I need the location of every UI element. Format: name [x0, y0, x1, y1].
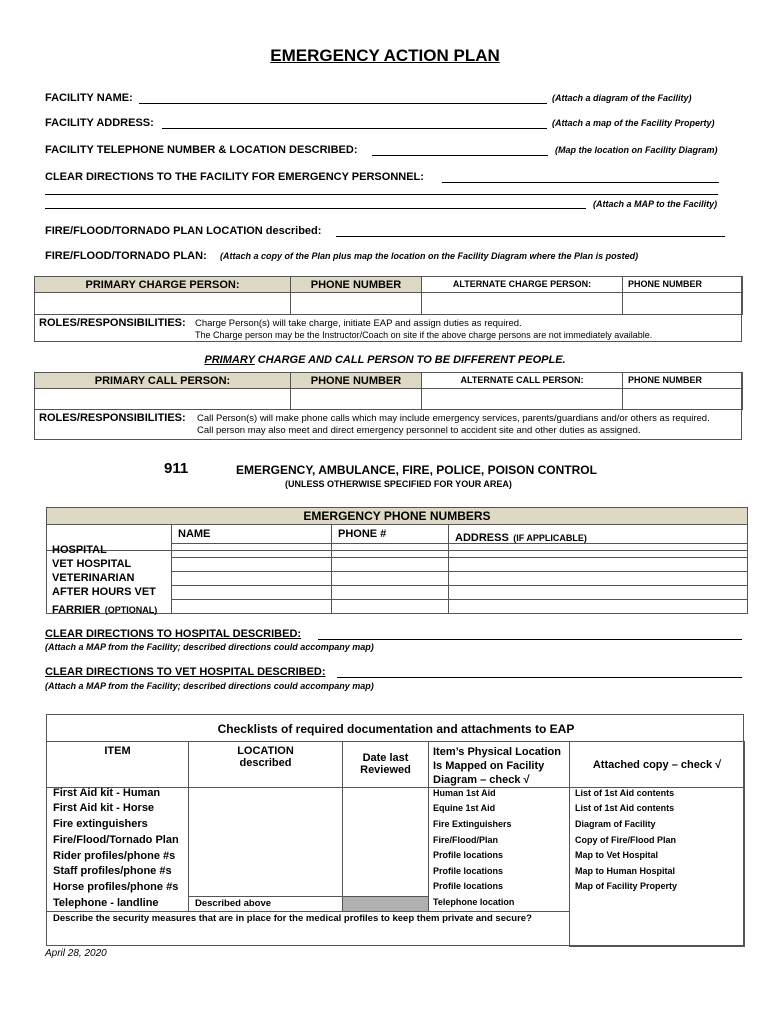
facility-name-note: (Attach a diagram of the Facility)	[552, 93, 692, 103]
attached-item: Diagram of Facility	[575, 819, 656, 829]
vet-directions-note: (Attach a MAP from the Facility; described directions could accompany map)	[45, 681, 374, 691]
checklist-item: First Aid kit - Horse	[53, 802, 155, 814]
attached-item: Map of Facility Property	[575, 881, 678, 891]
alternate-call-header: ALTERNATE CALL PERSON:	[421, 372, 623, 389]
mapped-item: Human 1st Aid	[433, 788, 496, 798]
alternate-charge-phone-field[interactable]	[622, 292, 743, 315]
facility-directions-note: (Attach a MAP to the Facility)	[593, 199, 718, 209]
checklist-date-column[interactable]	[342, 787, 429, 897]
checklist-table	[46, 714, 744, 946]
after-hours-vet-phone-field[interactable]	[331, 585, 449, 600]
mapped-item: Profile locations	[433, 881, 504, 891]
plan-note: (Attach a copy of the Plan plus map the location on the Facility Diagram where the Plan is posted)	[220, 251, 639, 261]
farrier-note: (OPTIONAL)	[104, 605, 158, 615]
mapped-item: Profile locations	[433, 850, 504, 860]
charge-roles-line-2: The Charge person may be the Instructor/Coach on site if the above charge persons are not immediately available.	[195, 330, 653, 340]
charge-phone-header: PHONE NUMBER	[290, 276, 422, 293]
mapped-header-line-2: Is Mapped on Facility	[433, 760, 545, 772]
checklist-item: Staff profiles/phone #s	[53, 865, 172, 877]
security-question: Describe the security measures that are in place for the medical profiles to keep them private and secure?	[53, 913, 532, 924]
facility-name-field[interactable]	[139, 103, 547, 104]
checklist-item: Horse profiles/phone #s	[53, 881, 179, 893]
attached-item: Map to Vet Hospital	[575, 850, 659, 860]
mapped-item: Profile locations	[433, 866, 504, 876]
mapped-header-line-3: Diagram – check √	[433, 774, 530, 786]
checklist-attached-header: Attached copy – check √	[569, 741, 745, 788]
row-farrier	[52, 600, 157, 618]
emergency-number: 911	[164, 460, 189, 477]
farrier-address-field[interactable]	[448, 599, 748, 614]
hospital-phone-field[interactable]	[331, 543, 449, 558]
charge-person-table	[34, 276, 742, 342]
checklist-mapped-header	[428, 741, 570, 788]
checklist-date-header: Date last Reviewed	[342, 741, 429, 788]
charge-phone-field[interactable]	[290, 292, 422, 315]
primary-charge-field[interactable]	[34, 292, 291, 315]
call-roles-line-1: Call Person(s) will make phone calls which may include emergency services, parents/guardians and/or others as required.	[197, 413, 710, 424]
facility-phone-note: (Map the location on Facility Diagram)	[555, 145, 718, 155]
call-person-heading	[0, 354, 770, 366]
hospital-directions-field[interactable]	[318, 639, 742, 640]
charge-roles-line-1: Charge Person(s) will take charge, initiate EAP and assign duties as required.	[195, 318, 522, 329]
veterinarian-phone-field[interactable]	[331, 571, 449, 586]
charge-phone-header-2: PHONE NUMBER	[622, 276, 743, 293]
call-person-table	[34, 372, 742, 440]
checklist-item: Telephone - landline	[53, 897, 159, 909]
vet-directions-field[interactable]	[337, 677, 742, 678]
veterinarian-name-field[interactable]	[171, 571, 332, 586]
document-date: April 28, 2020	[45, 948, 107, 959]
row-hospital: HOSPITAL	[52, 544, 107, 556]
attached-item: List of 1st Aid contents	[575, 788, 675, 798]
hospital-directions-label: CLEAR DIRECTIONS TO HOSPITAL DESCRIBED:	[45, 628, 302, 640]
alternate-call-phone-field[interactable]	[622, 388, 743, 410]
facility-directions-field-1[interactable]	[442, 182, 719, 183]
farrier-name-field[interactable]	[171, 599, 332, 614]
alternate-charge-field[interactable]	[421, 292, 623, 315]
primary-call-field[interactable]	[34, 388, 291, 410]
mapped-item: Telephone location	[433, 897, 515, 907]
emergency-phone-title: EMERGENCY PHONE NUMBERS	[46, 507, 748, 525]
primary-charge-header: PRIMARY CHARGE PERSON:	[34, 276, 291, 293]
call-roles-line-2: Call person may also meet and direct emergency personnel to accident site and other duties as assigned.	[197, 425, 641, 436]
facility-phone-label: FACILITY TELEPHONE NUMBER & LOCATION DESCRIBED:	[45, 144, 358, 156]
row-veterinarian: VETERINARIAN	[52, 572, 135, 584]
call-phone-header: PHONE NUMBER	[290, 372, 422, 389]
plan-location-field[interactable]	[336, 236, 725, 237]
checklist-item: First Aid kit - Human	[53, 787, 161, 799]
attached-item: Copy of Fire/Flood Plan	[575, 835, 676, 845]
call-roles-label: ROLES/RESPONSIBILITIES:	[39, 412, 186, 424]
plan-label: FIRE/FLOOD/TORNADO PLAN:	[45, 250, 207, 262]
checklist-title: Checklists of required documentation and attachments to EAP	[217, 722, 575, 736]
farrier-label: FARRIER	[52, 604, 101, 616]
facility-phone-field[interactable]	[372, 155, 548, 156]
farrier-phone-field[interactable]	[331, 599, 449, 614]
after-hours-vet-name-field[interactable]	[171, 585, 332, 600]
facility-name-label: FACILITY NAME:	[45, 92, 133, 104]
vet-directions-label: CLEAR DIRECTIONS TO VET HOSPITAL DESCRIBED:	[45, 666, 326, 678]
attached-item: Map to Human Hospital	[575, 866, 676, 876]
facility-directions-field-3[interactable]	[45, 208, 586, 209]
row-vet-hospital: VET HOSPITAL	[52, 558, 132, 570]
mapped-header-line-1: Item’s Physical Location	[433, 746, 561, 758]
emergency-phone-table	[46, 507, 748, 614]
primary-call-header: PRIMARY CALL PERSON:	[34, 372, 291, 389]
vet-hospital-phone-field[interactable]	[331, 557, 449, 572]
call-heading-rest: CHARGE AND CALL PERSON TO BE DIFFERENT PEOPLE.	[254, 354, 566, 366]
checklist-location-column[interactable]	[188, 787, 343, 897]
row-after-hours-vet: AFTER HOURS VET	[52, 586, 156, 598]
address-header-note: (IF APPLICABLE)	[513, 533, 587, 543]
vet-hospital-name-field[interactable]	[171, 557, 332, 572]
vet-hospital-address-field[interactable]	[448, 557, 748, 572]
plan-location-label: FIRE/FLOOD/TORNADO PLAN LOCATION described:	[45, 225, 322, 237]
facility-address-note: (Attach a map of the Facility Property)	[552, 118, 715, 128]
emergency-title: EMERGENCY, AMBULANCE, FIRE, POLICE, POISON CONTROL	[236, 463, 597, 477]
call-phone-field[interactable]	[290, 388, 422, 410]
veterinarian-address-field[interactable]	[448, 571, 748, 586]
mapped-item: Fire Extinguishers	[433, 819, 512, 829]
checklist-location-header: LOCATION described	[188, 741, 343, 788]
emergency-subtitle: (UNLESS OTHERWISE SPECIFIED FOR YOUR AREA)	[285, 479, 512, 489]
mapped-item: Equine 1st Aid	[433, 803, 496, 813]
address-header-label: ADDRESS	[455, 532, 509, 544]
facility-directions-label: CLEAR DIRECTIONS TO THE FACILITY FOR EMERGENCY PERSONNEL:	[45, 171, 424, 183]
facility-address-field[interactable]	[162, 128, 547, 129]
security-answer-field[interactable]	[47, 927, 569, 945]
hospital-name-field[interactable]	[171, 543, 332, 558]
charge-roles-label: ROLES/RESPONSIBILITIES:	[39, 317, 186, 329]
alternate-charge-header: ALTERNATE CHARGE PERSON:	[421, 276, 623, 293]
page-title: EMERGENCY ACTION PLAN	[270, 46, 500, 65]
call-heading-primary: PRIMARY	[204, 354, 255, 366]
hospital-address-field[interactable]	[448, 543, 748, 558]
facility-directions-field-2[interactable]	[45, 194, 718, 195]
attached-item: List of 1st Aid contents	[575, 803, 675, 813]
checklist-item-header: ITEM	[46, 741, 189, 788]
call-phone-header-2: PHONE NUMBER	[622, 372, 743, 389]
alternate-call-field[interactable]	[421, 388, 623, 410]
after-hours-vet-address-field[interactable]	[448, 585, 748, 600]
checklist-telephone-location: Described above	[188, 896, 343, 912]
mapped-item: Fire/Flood/Plan	[433, 835, 499, 845]
phone-name-header: NAME	[171, 524, 332, 551]
facility-address-label: FACILITY ADDRESS:	[45, 117, 154, 129]
checklist-item: Fire/Flood/Tornado Plan	[53, 834, 179, 846]
hospital-directions-note: (Attach a MAP from the Facility; described directions could accompany map)	[45, 642, 374, 652]
phone-number-header: PHONE #	[331, 524, 449, 551]
checklist-item: Fire extinguishers	[53, 818, 148, 830]
checklist-item: Rider profiles/phone #s	[53, 850, 176, 862]
checklist-date-telephone	[342, 896, 429, 912]
